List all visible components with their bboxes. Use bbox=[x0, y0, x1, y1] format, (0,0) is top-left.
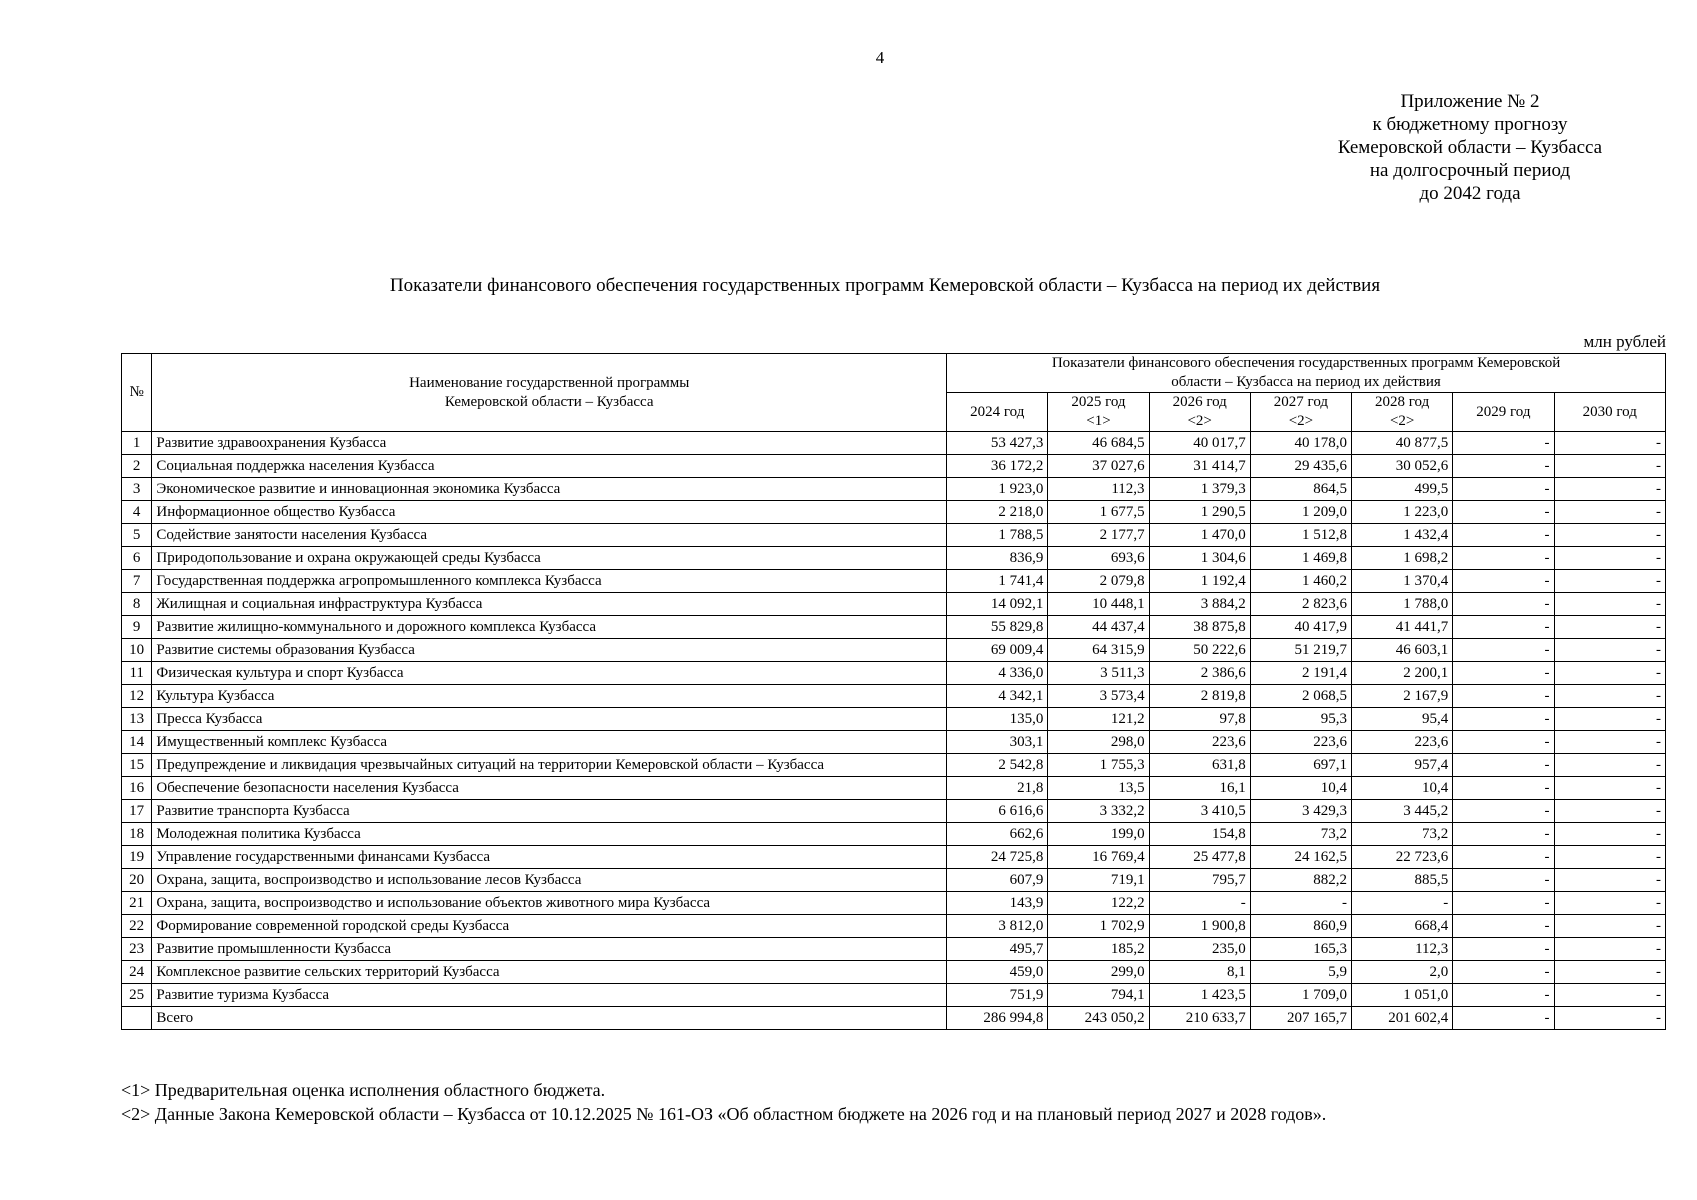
program-name: Обеспечение безопасности населения Кузбасса bbox=[152, 777, 947, 800]
amount-cell: 13,5 bbox=[1048, 777, 1149, 800]
amount-cell: 36 172,2 bbox=[947, 455, 1048, 478]
amount-cell: - bbox=[1453, 754, 1554, 777]
table-row bbox=[122, 777, 1666, 800]
amount-cell: 1 709,0 bbox=[1250, 984, 1351, 1007]
program-name: Государственная поддержка агропромышленного комплекса Кузбасса bbox=[152, 570, 947, 593]
amount-cell: 2 218,0 bbox=[947, 501, 1048, 524]
amount-cell: 46 684,5 bbox=[1048, 432, 1149, 455]
amount-cell: 165,3 bbox=[1250, 938, 1351, 961]
amount-cell: - bbox=[1453, 777, 1554, 800]
amount-cell: 1 677,5 bbox=[1048, 501, 1149, 524]
amount-cell: 719,1 bbox=[1048, 869, 1149, 892]
amount-cell: - bbox=[1554, 961, 1666, 984]
amount-cell: - bbox=[1554, 685, 1666, 708]
amount-cell: - bbox=[1554, 869, 1666, 892]
program-name: Физическая культура и спорт Кузбасса bbox=[152, 662, 947, 685]
program-name: Экономическое развитие и инновационная экономика Кузбасса bbox=[152, 478, 947, 501]
amount-cell: 1 051,0 bbox=[1352, 984, 1453, 1007]
amount-cell: 1 741,4 bbox=[947, 570, 1048, 593]
amount-cell: - bbox=[1554, 639, 1666, 662]
table-row bbox=[122, 915, 1666, 938]
amount-cell: 1 290,5 bbox=[1149, 501, 1250, 524]
amount-cell: 41 441,7 bbox=[1352, 616, 1453, 639]
amount-cell: - bbox=[1453, 524, 1554, 547]
amount-cell: 25 477,8 bbox=[1149, 846, 1250, 869]
amount-cell: 2 068,5 bbox=[1250, 685, 1351, 708]
amount-cell: 4 342,1 bbox=[947, 685, 1048, 708]
footnote: <1> Предварительная оценка исполнения областного бюджета. bbox=[121, 1080, 606, 1100]
amount-cell: 112,3 bbox=[1352, 938, 1453, 961]
year-label: 2029 год bbox=[1476, 403, 1531, 420]
amount-cell: 5,9 bbox=[1250, 961, 1351, 984]
amount-cell: 1 923,0 bbox=[947, 478, 1048, 501]
amount-cell: 201 602,4 bbox=[1352, 1007, 1453, 1030]
amount-cell: 223,6 bbox=[1250, 731, 1351, 754]
amount-cell: 50 222,6 bbox=[1149, 639, 1250, 662]
amount-cell: 303,1 bbox=[947, 731, 1048, 754]
year-header bbox=[1352, 393, 1453, 432]
amount-cell: 235,0 bbox=[1149, 938, 1250, 961]
program-name: Культура Кузбасса bbox=[152, 685, 947, 708]
amount-cell: - bbox=[1554, 662, 1666, 685]
table-row bbox=[122, 639, 1666, 662]
amount-cell: - bbox=[1453, 501, 1554, 524]
amount-cell: 631,8 bbox=[1149, 754, 1250, 777]
header-name-line: Наименование государственной программы bbox=[409, 374, 690, 391]
table-row bbox=[122, 432, 1666, 455]
amount-cell: - bbox=[1453, 616, 1554, 639]
program-name: Развитие транспорта Кузбасса bbox=[152, 800, 947, 823]
amount-cell: - bbox=[1453, 547, 1554, 570]
amount-cell: 30 052,6 bbox=[1352, 455, 1453, 478]
amount-cell: 46 603,1 bbox=[1352, 639, 1453, 662]
amount-cell: - bbox=[1554, 455, 1666, 478]
table-row bbox=[122, 685, 1666, 708]
program-name: Развитие здравоохранения Кузбасса bbox=[152, 432, 947, 455]
amount-cell: 38 875,8 bbox=[1149, 616, 1250, 639]
amount-cell: 53 427,3 bbox=[947, 432, 1048, 455]
row-number: 24 bbox=[122, 961, 152, 984]
program-name: Предупреждение и ликвидация чрезвычайных ситуаций на территории Кемеровской области – Кузбасса bbox=[152, 754, 947, 777]
table-row bbox=[122, 524, 1666, 547]
amount-cell: 112,3 bbox=[1048, 478, 1149, 501]
amount-cell: 1 460,2 bbox=[1250, 570, 1351, 593]
amount-cell: - bbox=[1554, 984, 1666, 1007]
row-number: 25 bbox=[122, 984, 152, 1007]
program-name: Формирование современной городской среды Кузбасса bbox=[152, 915, 947, 938]
amount-cell: 97,8 bbox=[1149, 708, 1250, 731]
amount-cell: - bbox=[1453, 915, 1554, 938]
row-number: 7 bbox=[122, 570, 152, 593]
row-number: 21 bbox=[122, 892, 152, 915]
row-number: 3 bbox=[122, 478, 152, 501]
amount-cell: 1 379,3 bbox=[1149, 478, 1250, 501]
table-row bbox=[122, 662, 1666, 685]
amount-cell: 2 177,7 bbox=[1048, 524, 1149, 547]
amount-cell: 24 162,5 bbox=[1250, 846, 1351, 869]
amount-cell: 1 755,3 bbox=[1048, 754, 1149, 777]
amount-cell: - bbox=[1453, 731, 1554, 754]
amount-cell: 697,1 bbox=[1250, 754, 1351, 777]
amount-cell: 243 050,2 bbox=[1048, 1007, 1149, 1030]
amount-cell: 16,1 bbox=[1149, 777, 1250, 800]
amount-cell: - bbox=[1554, 777, 1666, 800]
row-number: 6 bbox=[122, 547, 152, 570]
amount-cell: 495,7 bbox=[947, 938, 1048, 961]
table-row bbox=[122, 984, 1666, 1007]
amount-cell: 40 417,9 bbox=[1250, 616, 1351, 639]
amount-cell: 154,8 bbox=[1149, 823, 1250, 846]
amount-cell: - bbox=[1352, 892, 1453, 915]
amount-cell: 122,2 bbox=[1048, 892, 1149, 915]
program-name: Жилищная и социальная инфраструктура Кузбасса bbox=[152, 593, 947, 616]
row-number: 13 bbox=[122, 708, 152, 731]
amount-cell: 882,2 bbox=[1250, 869, 1351, 892]
row-number: 1 bbox=[122, 432, 152, 455]
amount-cell: 795,7 bbox=[1149, 869, 1250, 892]
amount-cell: 1 788,5 bbox=[947, 524, 1048, 547]
appendix-header bbox=[1330, 90, 1610, 205]
program-name: Развитие жилищно-коммунального и дорожного комплекса Кузбасса bbox=[152, 616, 947, 639]
page-number: 4 bbox=[875, 48, 885, 67]
amount-cell: 55 829,8 bbox=[947, 616, 1048, 639]
amount-cell: 668,4 bbox=[1352, 915, 1453, 938]
table-row bbox=[122, 869, 1666, 892]
amount-cell: 37 027,6 bbox=[1048, 455, 1149, 478]
amount-cell: 199,0 bbox=[1048, 823, 1149, 846]
amount-cell: 298,0 bbox=[1048, 731, 1149, 754]
year-footnote-ref: <1> bbox=[1086, 413, 1111, 429]
year-label: 2028 год bbox=[1375, 394, 1430, 410]
table-row bbox=[122, 616, 1666, 639]
amount-cell: 3 332,2 bbox=[1048, 800, 1149, 823]
table-row bbox=[122, 754, 1666, 777]
amount-cell: 1 192,4 bbox=[1149, 570, 1250, 593]
year-header bbox=[1048, 393, 1149, 432]
amount-cell: 794,1 bbox=[1048, 984, 1149, 1007]
row-number: 5 bbox=[122, 524, 152, 547]
amount-cell: 1 702,9 bbox=[1048, 915, 1149, 938]
amount-cell: 121,2 bbox=[1048, 708, 1149, 731]
amount-cell: 143,9 bbox=[947, 892, 1048, 915]
amount-cell: - bbox=[1453, 432, 1554, 455]
year-header bbox=[947, 393, 1048, 432]
amount-cell: 1 512,8 bbox=[1250, 524, 1351, 547]
amount-cell: 2 200,1 bbox=[1352, 662, 1453, 685]
table-row bbox=[122, 892, 1666, 915]
row-number: 19 bbox=[122, 846, 152, 869]
table-row bbox=[122, 823, 1666, 846]
amount-cell: - bbox=[1453, 662, 1554, 685]
table-row bbox=[122, 731, 1666, 754]
amount-cell: - bbox=[1453, 961, 1554, 984]
amount-cell: 24 725,8 bbox=[947, 846, 1048, 869]
amount-cell: 10,4 bbox=[1250, 777, 1351, 800]
amount-cell: - bbox=[1453, 800, 1554, 823]
amount-cell: 10,4 bbox=[1352, 777, 1453, 800]
header-program-name bbox=[152, 354, 947, 432]
amount-cell: - bbox=[1554, 1007, 1666, 1030]
amount-cell: - bbox=[1554, 892, 1666, 915]
table-row bbox=[122, 708, 1666, 731]
amount-cell: 1 423,5 bbox=[1149, 984, 1250, 1007]
row-number: 16 bbox=[122, 777, 152, 800]
year-label: 2024 год bbox=[970, 403, 1025, 420]
financing-table bbox=[121, 353, 1666, 1030]
amount-cell: - bbox=[1554, 547, 1666, 570]
program-name: Пресса Кузбасса bbox=[152, 708, 947, 731]
amount-cell: - bbox=[1453, 708, 1554, 731]
amount-cell: - bbox=[1453, 478, 1554, 501]
appendix-line: до 2042 года bbox=[1419, 183, 1521, 204]
footnotes bbox=[121, 1078, 1326, 1126]
amount-cell: 4 336,0 bbox=[947, 662, 1048, 685]
amount-cell: - bbox=[1554, 731, 1666, 754]
program-name: Развитие туризма Кузбасса bbox=[152, 984, 947, 1007]
amount-cell: 2 823,6 bbox=[1250, 593, 1351, 616]
program-name: Охрана, защита, воспроизводство и использование лесов Кузбасса bbox=[152, 869, 947, 892]
amount-cell: 10 448,1 bbox=[1048, 593, 1149, 616]
amount-cell: 2 386,6 bbox=[1149, 662, 1250, 685]
table-row bbox=[122, 961, 1666, 984]
amount-cell: 64 315,9 bbox=[1048, 639, 1149, 662]
amount-cell: - bbox=[1149, 892, 1250, 915]
amount-cell: - bbox=[1554, 754, 1666, 777]
amount-cell: 499,5 bbox=[1352, 478, 1453, 501]
amount-cell: - bbox=[1554, 938, 1666, 961]
amount-cell: 3 445,2 bbox=[1352, 800, 1453, 823]
amount-cell: 14 092,1 bbox=[947, 593, 1048, 616]
amount-cell: 223,6 bbox=[1149, 731, 1250, 754]
amount-cell: 2 542,8 bbox=[947, 754, 1048, 777]
table-row bbox=[122, 846, 1666, 869]
row-number: 10 bbox=[122, 639, 152, 662]
amount-cell: 185,2 bbox=[1048, 938, 1149, 961]
row-number: 8 bbox=[122, 593, 152, 616]
amount-cell: 29 435,6 bbox=[1250, 455, 1351, 478]
total-row bbox=[122, 1007, 1666, 1030]
amount-cell: 6 616,6 bbox=[947, 800, 1048, 823]
amount-cell: - bbox=[1554, 501, 1666, 524]
program-name: Комплексное развитие сельских территорий Кузбасса bbox=[152, 961, 947, 984]
amount-cell: 31 414,7 bbox=[1149, 455, 1250, 478]
amount-cell: 95,4 bbox=[1352, 708, 1453, 731]
amount-cell: 1 900,8 bbox=[1149, 915, 1250, 938]
program-name: Управление государственными финансами Кузбасса bbox=[152, 846, 947, 869]
amount-cell: - bbox=[1554, 524, 1666, 547]
amount-cell: 2 079,8 bbox=[1048, 570, 1149, 593]
program-name: Имущественный комплекс Кузбасса bbox=[152, 731, 947, 754]
amount-cell: - bbox=[1453, 823, 1554, 846]
program-name: Охрана, защита, воспроизводство и использование объектов животного мира Кузбасса bbox=[152, 892, 947, 915]
year-label: 2025 год bbox=[1071, 394, 1126, 410]
amount-cell: 607,9 bbox=[947, 869, 1048, 892]
row-number: 12 bbox=[122, 685, 152, 708]
amount-cell: 885,5 bbox=[1352, 869, 1453, 892]
amount-cell: - bbox=[1453, 846, 1554, 869]
year-label: 2027 год bbox=[1273, 394, 1329, 410]
amount-cell: 662,6 bbox=[947, 823, 1048, 846]
amount-cell: 1 469,8 bbox=[1250, 547, 1351, 570]
amount-cell: 693,6 bbox=[1048, 547, 1149, 570]
amount-cell: 3 511,3 bbox=[1048, 662, 1149, 685]
amount-cell: - bbox=[1453, 892, 1554, 915]
amount-cell: 3 410,5 bbox=[1149, 800, 1250, 823]
row-number: 22 bbox=[122, 915, 152, 938]
year-header bbox=[1149, 393, 1250, 432]
amount-cell: - bbox=[1554, 708, 1666, 731]
program-name: Содействие занятости населения Кузбасса bbox=[152, 524, 947, 547]
row-number: 15 bbox=[122, 754, 152, 777]
amount-cell: 2,0 bbox=[1352, 961, 1453, 984]
amount-cell: 21,8 bbox=[947, 777, 1048, 800]
amount-cell: 22 723,6 bbox=[1352, 846, 1453, 869]
amount-cell: 2 167,9 bbox=[1352, 685, 1453, 708]
row-number: 20 bbox=[122, 869, 152, 892]
amount-cell: 44 437,4 bbox=[1048, 616, 1149, 639]
amount-cell: 3 884,2 bbox=[1149, 593, 1250, 616]
table-row bbox=[122, 547, 1666, 570]
amount-cell: - bbox=[1554, 800, 1666, 823]
year-label: 2030 год bbox=[1582, 403, 1637, 420]
appendix-line: на долгосрочный период bbox=[1369, 160, 1571, 181]
table-row bbox=[122, 478, 1666, 501]
table-row bbox=[122, 593, 1666, 616]
program-name: Информационное общество Кузбасса bbox=[152, 501, 947, 524]
year-header bbox=[1554, 393, 1666, 432]
header-group-line: области – Кузбасса на период их действия bbox=[1171, 374, 1441, 390]
year-footnote-ref: <2> bbox=[1389, 413, 1415, 429]
amount-cell: 2 819,8 bbox=[1149, 685, 1250, 708]
amount-cell: 73,2 bbox=[1352, 823, 1453, 846]
table-row bbox=[122, 455, 1666, 478]
amount-cell: 40 178,0 bbox=[1250, 432, 1351, 455]
amount-cell: 836,9 bbox=[947, 547, 1048, 570]
year-header bbox=[1250, 393, 1351, 432]
row-number: 23 bbox=[122, 938, 152, 961]
program-name: Социальная поддержка населения Кузбасса bbox=[152, 455, 947, 478]
amount-cell: 1 209,0 bbox=[1250, 501, 1351, 524]
amount-cell: 69 009,4 bbox=[947, 639, 1048, 662]
amount-cell: - bbox=[1453, 685, 1554, 708]
amount-cell: 1 788,0 bbox=[1352, 593, 1453, 616]
amount-cell: 16 769,4 bbox=[1048, 846, 1149, 869]
amount-cell: - bbox=[1554, 432, 1666, 455]
amount-cell: 95,3 bbox=[1250, 708, 1351, 731]
header-indicators-group bbox=[947, 354, 1666, 393]
program-name: Молодежная политика Кузбасса bbox=[152, 823, 947, 846]
program-name: Развитие системы образования Кузбасса bbox=[152, 639, 947, 662]
appendix-line: Кемеровской области – Кузбасса bbox=[1337, 137, 1603, 158]
amount-cell: 135,0 bbox=[947, 708, 1048, 731]
program-name: Всего bbox=[152, 1007, 947, 1030]
amount-cell: - bbox=[1554, 616, 1666, 639]
amount-cell: - bbox=[1554, 823, 1666, 846]
amount-cell: 1 223,0 bbox=[1352, 501, 1453, 524]
table-body bbox=[122, 432, 1666, 1030]
amount-cell: - bbox=[1453, 593, 1554, 616]
table-row bbox=[122, 501, 1666, 524]
header-number: № bbox=[122, 354, 152, 432]
amount-cell: 299,0 bbox=[1048, 961, 1149, 984]
amount-cell: 3 429,3 bbox=[1250, 800, 1351, 823]
year-footnote-ref: <2> bbox=[1288, 413, 1314, 429]
footnote: <2> Данные Закона Кемеровской области – Кузбасса от 10.12.2025 № 161-ОЗ «Об областном бюджете на 2026 год и на плановый период 2027 и 2028 годов». bbox=[121, 1104, 1327, 1124]
header-name-line: Кемеровской области – Кузбасса bbox=[444, 393, 654, 410]
amount-cell: 40 017,7 bbox=[1149, 432, 1250, 455]
amount-cell: 860,9 bbox=[1250, 915, 1351, 938]
amount-cell: 8,1 bbox=[1149, 961, 1250, 984]
program-name: Развитие промышленности Кузбасса bbox=[152, 938, 947, 961]
amount-cell: 286 994,8 bbox=[947, 1007, 1048, 1030]
amount-cell: 751,9 bbox=[947, 984, 1048, 1007]
amount-cell: - bbox=[1453, 1007, 1554, 1030]
year-label: 2026 год bbox=[1172, 394, 1227, 410]
header-group-line: Показатели финансового обеспечения государственных программ Кемеровской bbox=[1051, 355, 1561, 371]
amount-cell: 459,0 bbox=[947, 961, 1048, 984]
amount-cell: 210 633,7 bbox=[1149, 1007, 1250, 1030]
amount-cell: - bbox=[1453, 984, 1554, 1007]
program-name: Природопользование и охрана окружающей среды Кузбасса bbox=[152, 547, 947, 570]
document-title: Показатели финансового обеспечения государственных программ Кемеровской области – Кузбасса на период их действия bbox=[389, 275, 1381, 296]
amount-cell: 3 573,4 bbox=[1048, 685, 1149, 708]
table-row bbox=[122, 800, 1666, 823]
amount-cell: 73,2 bbox=[1250, 823, 1351, 846]
amount-cell: 864,5 bbox=[1250, 478, 1351, 501]
row-number: 14 bbox=[122, 731, 152, 754]
row-number: 18 bbox=[122, 823, 152, 846]
amount-cell: 3 812,0 bbox=[947, 915, 1048, 938]
unit-label: млн рублей bbox=[1583, 332, 1666, 351]
appendix-line: к бюджетному прогнозу bbox=[1372, 114, 1568, 135]
amount-cell: 2 191,4 bbox=[1250, 662, 1351, 685]
amount-cell: 40 877,5 bbox=[1352, 432, 1453, 455]
amount-cell: 957,4 bbox=[1352, 754, 1453, 777]
amount-cell: 223,6 bbox=[1352, 731, 1453, 754]
row-number bbox=[122, 1007, 152, 1030]
year-footnote-ref: <2> bbox=[1187, 413, 1212, 429]
year-header bbox=[1453, 393, 1554, 432]
amount-cell: - bbox=[1250, 892, 1351, 915]
table-row bbox=[122, 570, 1666, 593]
amount-cell: 1 304,6 bbox=[1149, 547, 1250, 570]
amount-cell: 1 432,4 bbox=[1352, 524, 1453, 547]
row-number: 2 bbox=[122, 455, 152, 478]
appendix-line: Приложение № 2 bbox=[1400, 91, 1540, 112]
amount-cell: - bbox=[1453, 869, 1554, 892]
amount-cell: - bbox=[1554, 915, 1666, 938]
amount-cell: - bbox=[1554, 478, 1666, 501]
amount-cell: 207 165,7 bbox=[1250, 1007, 1351, 1030]
amount-cell: - bbox=[1554, 593, 1666, 616]
amount-cell: - bbox=[1453, 570, 1554, 593]
amount-cell: - bbox=[1453, 938, 1554, 961]
row-number: 17 bbox=[122, 800, 152, 823]
row-number: 4 bbox=[122, 501, 152, 524]
amount-cell: - bbox=[1453, 455, 1554, 478]
amount-cell: - bbox=[1453, 639, 1554, 662]
table-row bbox=[122, 938, 1666, 961]
amount-cell: - bbox=[1554, 846, 1666, 869]
amount-cell: 1 698,2 bbox=[1352, 547, 1453, 570]
amount-cell: 1 370,4 bbox=[1352, 570, 1453, 593]
amount-cell: - bbox=[1554, 570, 1666, 593]
row-number: 11 bbox=[122, 662, 152, 685]
row-number: 9 bbox=[122, 616, 152, 639]
amount-cell: 51 219,7 bbox=[1250, 639, 1351, 662]
amount-cell: 1 470,0 bbox=[1149, 524, 1250, 547]
